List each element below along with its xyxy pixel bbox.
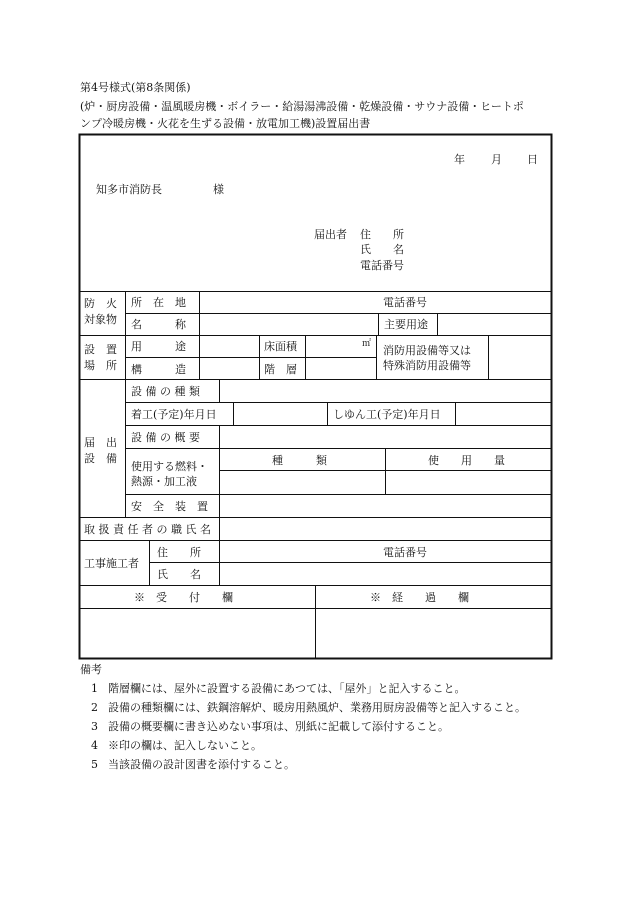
contractor-label: 工事施工者 [84, 557, 139, 570]
day-label: 日 [527, 153, 538, 166]
fuel-kind-header: 種 類 [272, 454, 327, 467]
facility-label-2: 場 所 [84, 359, 117, 372]
use-label: 用 途 [131, 340, 186, 353]
safety-device-label: 安 全 装 置 [131, 500, 208, 513]
note-number: 5 [91, 758, 98, 771]
notifier-label: 届出者 [314, 228, 347, 241]
contractor-address-label: 住 所 [157, 546, 201, 559]
notifier-phone-label: 電話番号 [360, 259, 404, 272]
floor-area-label: 床面積 [264, 340, 297, 353]
notes-heading: 備考 [80, 663, 102, 676]
note-text: ※印の欄は、記入しないこと。 [108, 739, 262, 752]
note-text: 設備の概要欄に書き込めない事項は、別紙に記載して添付すること。 [108, 720, 449, 733]
main-use-label: 主要用途 [384, 318, 428, 331]
note-text: 階層欄には、屋外に設置する設備にあつては、「屋外」と記入すること。 [108, 682, 466, 695]
equipment-summary-label: 設 備 の 概 要 [131, 431, 200, 444]
form-number: 第4号様式(第8条関係) [80, 81, 191, 94]
contractor-name-label: 氏 名 [157, 568, 201, 581]
fuel-label-2: 熱源・加工液 [131, 475, 197, 488]
notifier-address-label: 住 所 [360, 228, 404, 241]
reception-column-label: ※ 受 付 欄 [134, 591, 233, 604]
notified-equipment-label-2: 設 備 [84, 452, 117, 465]
note-number: 2 [91, 701, 98, 714]
fuel-label-1: 使用する燃料・ [131, 460, 208, 473]
equipment-type-label: 設 備 の 種 類 [131, 385, 200, 398]
note-number: 3 [91, 720, 98, 733]
completion-date-label: しゆん工(予定)年月日 [333, 408, 441, 421]
note-number: 1 [91, 682, 98, 695]
square-meter-unit: ㎡ [362, 339, 372, 349]
honorific: 様 [213, 183, 224, 196]
manager-label: 取 扱 責 任 者 の 職 氏 名 [84, 523, 211, 536]
designation-label: 名 称 [131, 318, 186, 331]
note-number: 4 [91, 739, 98, 752]
addressee: 知多市消防長 [96, 183, 162, 196]
start-date-label: 着工(予定)年月日 [131, 408, 217, 421]
fire-equipment-label-1: 消防用設備等又は [383, 344, 471, 357]
fire-target-label-1: 防 火 [84, 297, 117, 310]
fuel-usage-header: 使 用 量 [428, 454, 505, 467]
facility-label-1: 設 置 [84, 343, 117, 356]
form-title-line1: (炉・厨房設備・温風暖房機・ボイラー・給湯湯沸設備・乾燥設備・サウナ設備・ヒートポ [80, 100, 524, 113]
notified-equipment-label-1: 届 出 [84, 436, 117, 449]
form-title-line2: ンプ冷暖房機・火花を生ずる設備・放電加工機)設置届出書 [80, 117, 371, 130]
note-text: 当該設備の設計図書を添付すること。 [108, 758, 295, 771]
structure-label: 構 造 [131, 363, 186, 376]
progress-column-label: ※ 経 過 欄 [370, 591, 469, 604]
fire-target-label-2: 対象物 [84, 313, 117, 326]
notifier-name-label: 氏 名 [360, 243, 404, 256]
location-label: 所 在 地 [131, 296, 186, 309]
contractor-phone-label: 電話番号 [383, 546, 427, 559]
floor-label: 階 層 [264, 363, 297, 376]
note-text: 設備の種類欄には、鉄鋼溶解炉、暖房用熱風炉、業務用厨房設備等と記入すること。 [108, 701, 526, 714]
fire-equipment-label-2: 特殊消防用設備等 [383, 359, 471, 372]
year-label: 年 [454, 153, 465, 166]
month-label: 月 [491, 153, 502, 166]
location-phone-label: 電話番号 [383, 296, 427, 309]
